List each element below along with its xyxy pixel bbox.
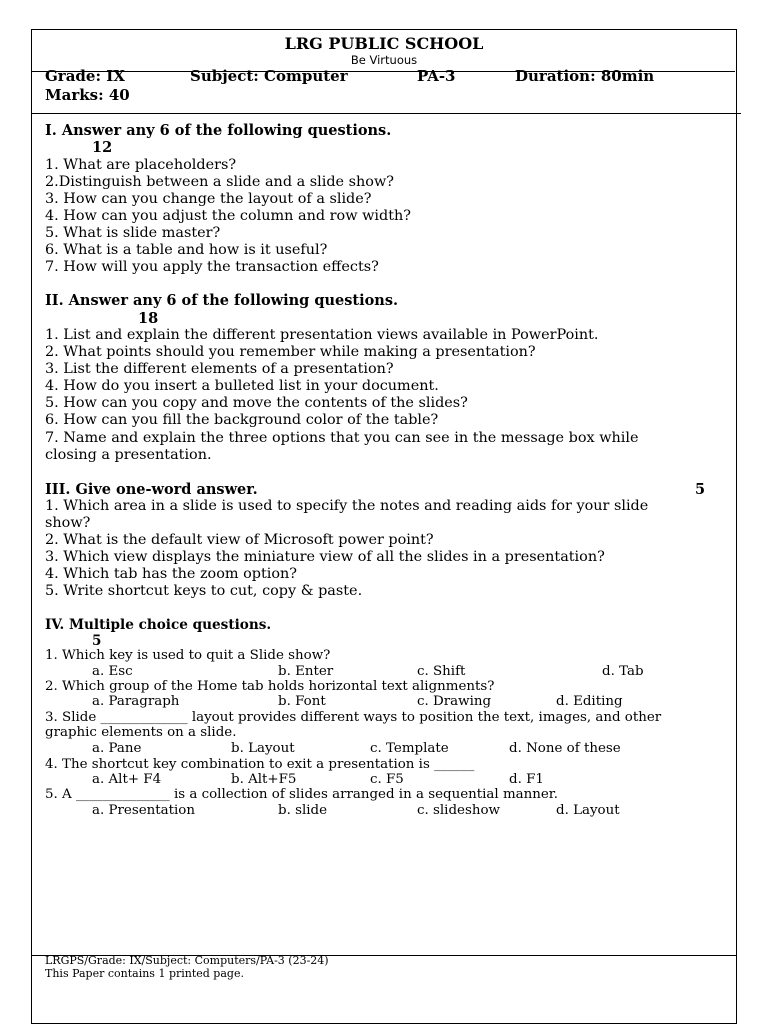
footer-page-note: This Paper contains 1 printed page.: [45, 967, 244, 980]
subject-label: Subject: Computer: [190, 67, 348, 85]
question: 7. How will you apply the transaction effects?: [45, 259, 379, 275]
mcq-option: b. slide: [278, 803, 328, 818]
mcq-option: a. Esc: [92, 664, 133, 679]
question: 3. List the different elements of a presentation?: [45, 361, 394, 377]
section-3-marks: 5: [695, 481, 706, 498]
mcq-option: c. slideshow: [417, 803, 500, 818]
mcq-question: 2. Which group of the Home tab holds horizontal text alignments?: [45, 679, 495, 694]
question: 7. Name and explain the three options that you can see in the message box while: [45, 430, 639, 446]
mcq-option: c. Drawing: [417, 694, 492, 709]
school-name: LRG PUBLIC SCHOOL: [284, 34, 484, 53]
section-2-title: II. Answer any 6 of the following questions.: [45, 292, 399, 309]
question: 5. Write shortcut keys to cut, copy & paste.: [45, 583, 363, 599]
section-1-title: I. Answer any 6 of the following questions.: [45, 122, 392, 139]
question: 6. How can you fill the background color of the table?: [45, 412, 439, 428]
mcq-option: b. Font: [278, 694, 326, 709]
header-bottom-divider: [31, 113, 741, 114]
mcq-option: b. Enter: [278, 664, 334, 679]
marks-label: Marks: 40: [45, 86, 130, 104]
question: 2. What points should you remember while making a presentation?: [45, 344, 536, 360]
section-3-title: III. Give one-word answer.: [45, 481, 258, 498]
mcq-option: c. F5: [370, 772, 404, 787]
section-2-marks: 18: [138, 310, 159, 327]
question-continuation: closing a presentation.: [45, 447, 212, 463]
duration-label: Duration: 80min: [515, 67, 655, 85]
section-1-marks: 12: [92, 139, 113, 156]
mcq-question: 3. Slide _____________ layout provides different ways to position the text, images, and other: [45, 710, 662, 725]
mcq-option: c. Shift: [417, 664, 466, 679]
mcq-option: d. Editing: [556, 694, 623, 709]
question: 2.Distinguish between a slide and a slide show?: [45, 174, 395, 190]
footer-code: LRGPS/Grade: IX/Subject: Computers/PA-3 (23-24): [45, 954, 329, 967]
question: 4. How do you insert a bulleted list in your document.: [45, 378, 439, 394]
mcq-option: a. Alt+ F4: [92, 772, 162, 787]
question: 1. What are placeholders?: [45, 157, 237, 173]
mcq-option: a. Presentation: [92, 803, 195, 818]
mcq-option: d. Layout: [556, 803, 620, 818]
question-continuation: show?: [45, 515, 91, 531]
mcq-option: d. F1: [509, 772, 544, 787]
mcq-question: 5. A ______________ is a collection of slides arranged in a sequential manner.: [45, 787, 558, 802]
question: 3. How can you change the layout of a slide?: [45, 191, 372, 207]
question: 6. What is a table and how is it useful?: [45, 242, 328, 258]
question: 2. What is the default view of Microsoft power point?: [45, 532, 434, 548]
mcq-option: a. Pane: [92, 741, 142, 756]
question: 1. Which area in a slide is used to specify the notes and reading aids for your slide: [45, 498, 649, 514]
mcq-question-continuation: graphic elements on a slide.: [45, 725, 237, 740]
mcq-option: b. Layout: [231, 741, 295, 756]
mcq-option: a. Paragraph: [92, 694, 180, 709]
mcq-option: d. None of these: [509, 741, 621, 756]
mcq-option: b. Alt+F5: [231, 772, 297, 787]
section-4-title: IV. Multiple choice questions.: [45, 617, 272, 633]
question: 5. How can you copy and move the contents of the slides?: [45, 395, 468, 411]
question: 5. What is slide master?: [45, 225, 221, 241]
mcq-option: c. Template: [370, 741, 449, 756]
mcq-question: 4. The shortcut key combination to exit a presentation is ______: [45, 757, 475, 772]
question: 4. Which tab has the zoom option?: [45, 566, 298, 582]
mcq-option: d. Tab: [602, 664, 644, 679]
school-motto: Be Virtuous: [350, 53, 418, 67]
grade-label: Grade: IX: [45, 67, 125, 85]
pa-label: PA-3: [417, 67, 456, 85]
mcq-question: 1. Which key is used to quit a Slide show?: [45, 648, 331, 663]
section-4-marks: 5: [92, 633, 102, 649]
question: 3. Which view displays the miniature view of all the slides in a presentation?: [45, 549, 605, 565]
question: 4. How can you adjust the column and row width?: [45, 208, 411, 224]
question: 1. List and explain the different presentation views available in PowerPoint.: [45, 327, 599, 343]
